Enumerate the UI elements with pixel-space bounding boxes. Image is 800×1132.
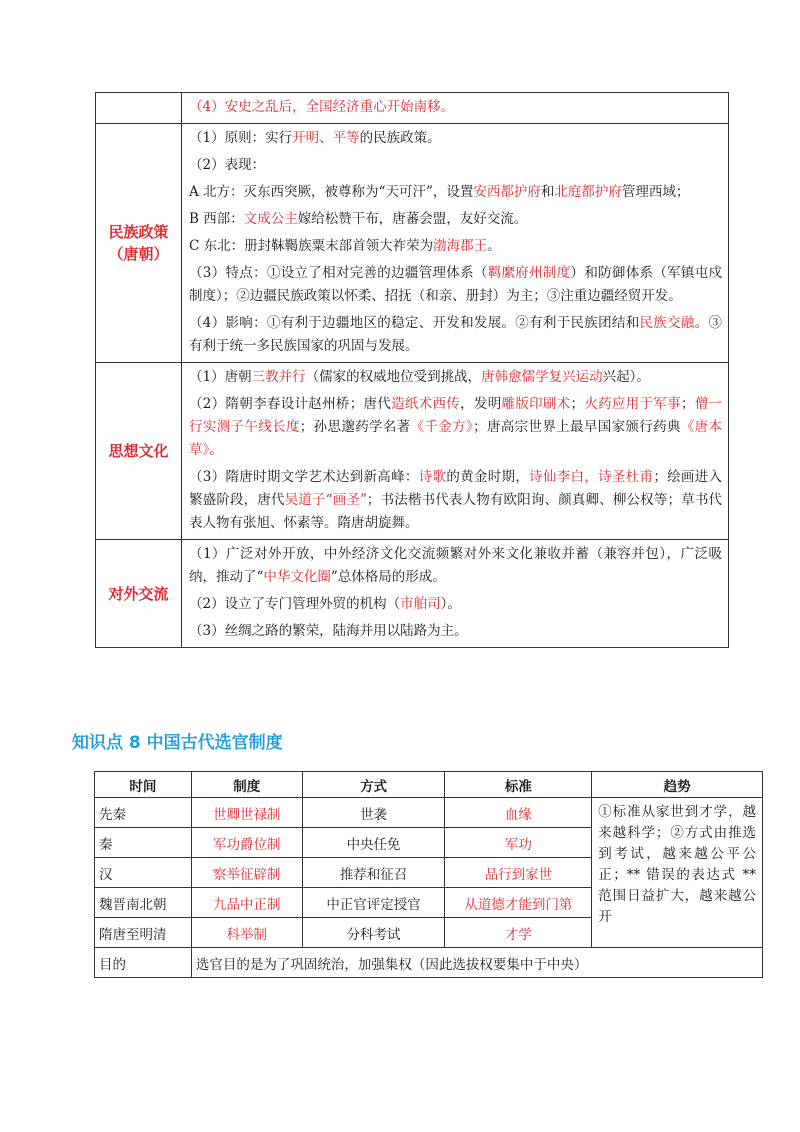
thought-culture-head: 思想文化 [96,363,182,540]
system-cell: 世卿世禄制 [191,798,302,828]
thought-culture-cell [182,363,729,540]
section-title: 知识点 8 中国古代选官制度 [72,733,283,753]
table-row [96,363,729,540]
method-cell: 中央任免 [302,828,445,858]
ethnic-features: （3）特点：①设立了相对完善的边疆管理体系（羁縻府州制度）和防御体系（军镇屯戍制度）；②边疆民族政策以怀柔、招抚（和亲、册封）为主；③注重边疆经贸开发。 [189,265,723,304]
foreign-exchange-head: 对外交流 [96,540,182,648]
method-cell: 世袭 [302,798,445,828]
culture-point-1: （1）唐朝三教并行（儒家的权威地位受到挑战，唐韩愈儒学复兴运动兴起）。 [189,369,650,385]
table-row [96,93,729,124]
col-header-system: 制度 [191,772,302,798]
col-header-time: 时间 [95,772,192,798]
ethnic-northeast: C 东北：册封靺鞨族粟末部首领大祚荣为渤海郡王。 [189,238,501,254]
exchange-point-3: （3）丝绸之路的繁荣，陆海并用以陆路为主。 [189,623,468,639]
table-header-row [95,772,763,798]
exchange-point-1: （1）广泛对外开放，中外经济文化交流频繁对外来文化兼收并蓄（兼容并包），广泛吸纳，推动了“中华文化圈”总体格局的形成。 [189,546,722,585]
system-cell: 科举制 [191,918,302,948]
standard-cell: 从道德才能到门第 [445,888,592,918]
method-cell: 推荐和征召 [302,858,445,888]
standard-cell: 军功 [445,828,592,858]
ethnic-policy-cell [182,124,729,363]
ethnic-policy-head: 民族政策 （唐朝） [96,124,182,363]
ethnic-manifestation: （2）表现： [189,157,266,173]
table-row [96,540,729,648]
trend-cell: ①标准从家世到才学，越来越科学；②方式由推选到考试，越来越公平公正；** 错误的表达式 ** 范围日益扩大，越来越公开 [592,798,763,948]
method-cell: 中正官评定授官 [302,888,445,918]
standard-cell: 才学 [445,918,592,948]
col-header-method: 方式 [302,772,445,798]
table-row [96,124,729,363]
ethnic-north: A 北方：灭东西突厥，被尊称为“天可汗”，设置安西都护府和北庭都护府管理西域； [189,184,690,200]
table-row [95,948,763,978]
purpose-text: 选官目的是为了巩固统治，加强集权（因此选拔权要集中于中央） [191,948,762,978]
empty-head-cell [96,93,182,124]
economy-point-4: （4）安史之乱后，全国经济重心开始南移。 [189,99,455,115]
method-cell: 分科考试 [302,918,445,948]
foreign-exchange-cell [182,540,729,648]
tang-policy-table [95,92,729,648]
standard-cell: 品行到家世 [445,858,592,888]
system-cell: 九品中正制 [191,888,302,918]
col-header-standard: 标准 [445,772,592,798]
exchange-point-2: （2）设立了专门管理外贸的机构（市舶司）。 [189,596,461,612]
time-cell: 魏晋南北朝 [95,888,192,918]
purpose-label: 目的 [95,948,192,978]
time-cell: 汉 [95,858,192,888]
standard-cell: 血缘 [445,798,592,828]
culture-point-3: （3）隋唐时期文学艺术达到新高峰：诗歌的黄金时期，诗仙李白，诗圣杜甫；绘画进入繁盛阶段，唐代吴道子“画圣”；书法楷书代表人物有欧阳询、颜真卿、柳公权等；草书代表人物有张旭、怀素等。隋唐胡旋舞。 [189,469,723,531]
ethnic-impact: （4）影响：①有利于边疆地区的稳定、开发和发展。②有利于民族团结和民族交融。③有利于统一多民族国家的巩固与发展。 [189,315,723,354]
table-row [95,798,763,828]
ethnic-principle: （1）原则：实行开明、平等的民族政策。 [189,130,441,146]
culture-point-2: （2）隋朝李春设计赵州桥；唐代造纸术西传，发明雕版印刷术；火药应用于军事；僧一行实测子午线长度；孙思邈药学名著《千金方》；唐高宗世界上最早国家颁行药典《唐本草》。 [189,396,723,458]
system-cell: 察举征辟制 [191,858,302,888]
ethnic-west: B 西部：文成公主嫁给松赞干布，唐蕃会盟，友好交流。 [189,211,528,227]
economy-cell [182,93,729,124]
time-cell: 隋唐至明清 [95,918,192,948]
time-cell: 先秦 [95,798,192,828]
col-header-trend: 趋势 [592,772,763,798]
official-selection-table [94,771,763,978]
system-cell: 军功爵位制 [191,828,302,858]
time-cell: 秦 [95,828,192,858]
